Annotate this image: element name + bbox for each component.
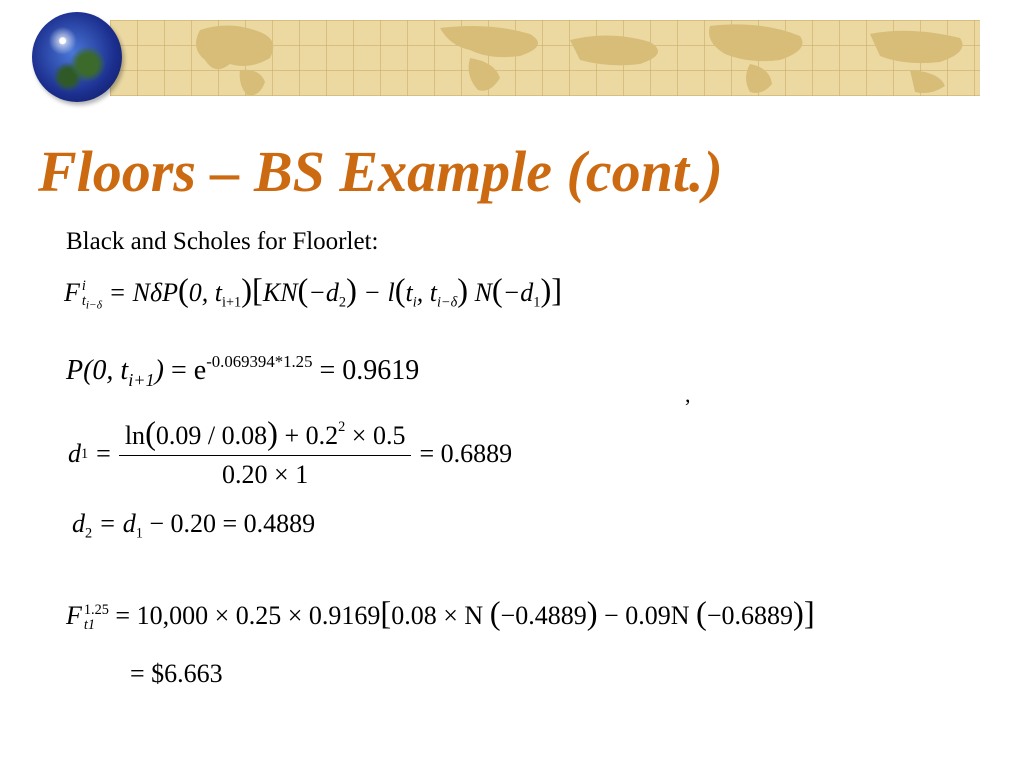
d2-formula: $d_2 = d_1 - 0.20 = 0.4889$ (72, 509, 316, 542)
result-line: = $6.663 (130, 659, 223, 688)
d1-numerator: $\ln(0.09 / 0.08) + 0.2^2 \times 0.5$ (124, 416, 406, 452)
intro-text: Black and Scholes for Floorlet: (66, 228, 379, 255)
d1-fraction (119, 418, 412, 490)
discount-factor-formula: P(0, $t_{i+1}) = e^{-0.069394*1.25} = 0.9619$ (66, 352, 420, 391)
d1-formula: d 1 = $\frac{\ln(0.09 / 0.08) + 0.2^2 \times 0.5}{0.20 \times 1}$ = 0.6889 (68, 416, 513, 489)
slide-title: Floors – BS Example (cont.) (38, 139, 723, 204)
floorlet-value-formula: F 1.25 t1 = 10,000 × 0.25 × 0.9169[0.08 × N (−0.4889) − 0.09N (−0.6889)] (66, 596, 815, 634)
d1-denominator: 0.20 × 1 (222, 460, 309, 489)
header-map-banner (110, 20, 980, 96)
globe-logo (32, 12, 122, 102)
stray-comma: , (685, 382, 691, 407)
floorlet-formula: F i $t_{i-\delta}$ = NδP(0, $t_{i+1})[KN(-d_2) - l(t_i$, $t_{i-\delta}$) $N(-d_1)$] (64, 273, 563, 312)
world-map-graphic (110, 20, 980, 96)
